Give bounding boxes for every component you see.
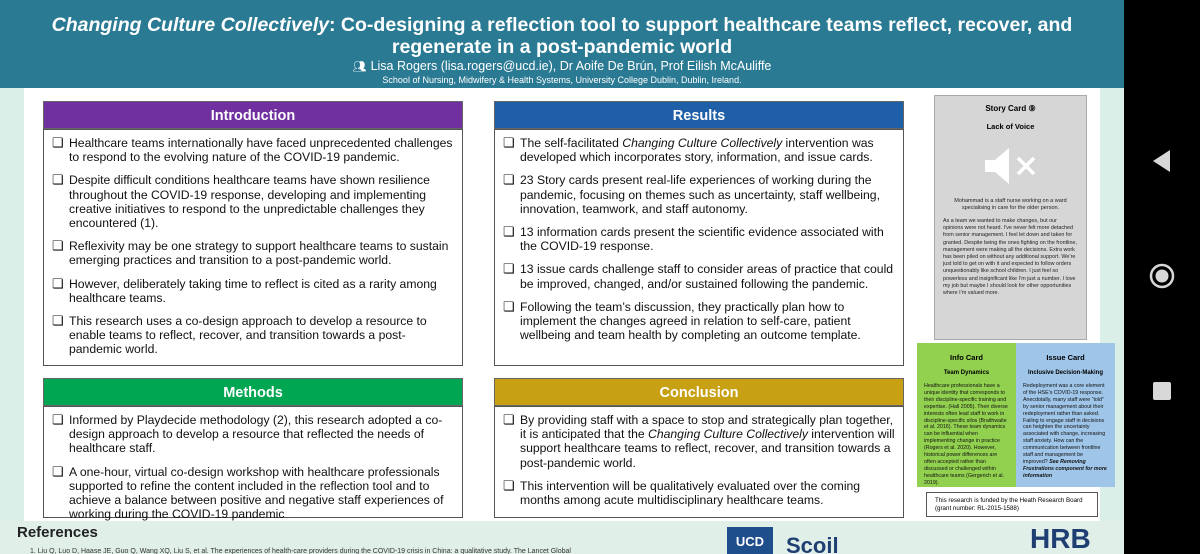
info-card [917,343,1016,487]
poster-title [10,14,1114,58]
author-list: Lisa Rogers (lisa.rogers@ucd.ie), Dr Aoife De Brún, Prof Eilish McAuliffe [370,59,772,73]
checkbox-icon: ❏ [52,275,64,291]
list-item-text: Healthcare teams internationally have faced unprecedented challenges to respond to the evolving nature of the COVID-19 pandemic. [69,136,453,165]
list-item-text: A one-hour, virtual co-design workshop with healthcare professionals supported to refine the content included in the reflection tool and to achieve a balance between positive and negative staff experiences of working during the COVID-19 pandemic [69,464,444,522]
list-item-text: This research uses a co-design approach to develop a resource to enable teams to reflect, recover, and transition towards a post-pandemic world. [69,314,427,357]
list-item-text: The self-facilitated Changing Culture Collectively intervention was developed which incorporates story, information, and issue cards. [520,136,874,165]
list-item-text: This intervention will be qualitatively evaluated over the coming months among acute multidisciplinary healthcare teams. [520,478,861,508]
list-item [52,413,456,456]
results-list [503,173,897,342]
info-card-subtitle: Team Dynamics [943,370,990,376]
poster-header [0,0,1124,88]
list-item-text: Following the team’s discussion, they practically plan how to implement the changes agreed in relation to self-care, patient wellbeing and team health by completing an outcome template. [520,299,861,343]
list-item-text: 13 information cards present the scientific evidence associated with the COVID-19 response. [520,225,884,254]
issue-card [1016,343,1115,487]
results-box [494,129,904,366]
issue-card-body: Redeployment was a core element of the HSE’s COVID-19 response. Anecdotally, many staff were “told” by senior management about their redeployment rather than asked. Failing to engage staff in decisions can heighten the uncertainty associated with change, increasing staff anxiety. How can the communication between frontline staff and management be improved? See Removing Frustrations component for more information [1023,383,1107,479]
list-item [52,314,456,357]
checkbox-icon: ❏ [503,477,515,493]
story-card [934,95,1087,340]
list-item-text: Informed by Playdecide methodology (2), this research adopted a co-design approach to develop a resource that reflected the needs of healthcare staff. [69,413,443,456]
muted-speaker-icon [935,145,1086,192]
list-item-text: By providing staff with a space to stop and strategically plan together, it is anticipated that the Changing Culture Collectively intervention will support healthcare teams to reflect, recover, and transition towards a post-pandemic world. [520,413,895,470]
references-text: 1. Liu Q, Luo D, Haase JE, Guo Q, Wang XQ, Liu S, et al. The experiences of health-care providers during the COVID-19 crisis in China: a qualitative study. The Lancet Global [30,548,571,554]
methods-box [43,406,463,522]
list-item [52,136,456,164]
title-italic: Changing Culture Collectively [51,14,330,36]
authors [0,59,1124,73]
conclusion-heading: Conclusion [494,378,904,406]
checkbox-icon: ❏ [52,172,64,188]
list-item-text: 23 Story cards present real-life experiences of working during the pandemic, focusing on themes such as uncertainty, staff wellbeing, innovation, teamwork, and staff autonomy. [520,173,880,216]
list-item [503,225,897,253]
back-icon[interactable] [1124,148,1200,179]
list-item [503,300,897,343]
recent-apps-icon[interactable] [1124,380,1200,407]
references-band [0,521,1124,554]
list-item [503,479,897,507]
ucd-logo: UCD [727,527,773,554]
introduction-list [52,136,456,357]
story-card-caption: Mohammad is a staff nurse working on a ward specialising in care for the older person. [954,198,1067,211]
hrb-logo: HRB [1030,523,1091,554]
checkbox-icon: ❏ [52,313,64,329]
school-logo: Scoil [786,533,839,554]
info-card-title: Info Card [950,353,983,362]
story-card-subtitle: Lack of Voice [986,122,1035,131]
list-item-text: Despite difficult conditions healthcare teams have shown resilience throughout the COVID-19 response, developing and implementing creative initiatives to respond to the unpredictable challenges they encountered (1). [69,173,430,231]
list-item-text: However, deliberately taking time to reflect is cited as a rarity among healthcare teams. [69,276,437,305]
list-item-text: 13 issue cards challenge staff to consider areas of practice that could be improved, changed, and/or sustained following the pandemic. [520,262,894,291]
list-item [52,173,456,230]
checkbox-icon: ❏ [503,224,515,240]
list-item-text: Reflexivity may be one strategy to support healthcare teams to sustain emerging practices and transition to a post-pandemic world. [69,239,449,268]
references-heading: References [17,524,98,541]
checkbox-icon: ❏ [503,412,515,427]
left-margin-band [0,88,24,521]
list-item [52,465,456,522]
affiliation: School of Nursing, Midwifery & Health Systems, University College Dublin, Dublin, Ireland. [382,75,742,85]
title-rest: : Co-designing a reflection tool to support healthcare teams reflect, recover, and regenerate in a post-pandemic world [329,14,1073,58]
issue-card-title: Issue Card [1046,353,1085,362]
navigation-rail [1124,0,1200,554]
story-card-title: Story Card ⑨ [985,104,1036,113]
story-card-body: As a team we wanted to make changes, but our opinions were not heard. I’ve never felt more detached from senior management. I feel let down and taken for granted. Despite being the ones fighting on the frontline, management were making all the decisions. Extra work has been piled on without any additional support. We’re just told to get on with it and expected to follow orders unquestionably like school children. I just feel so powerless and insignificant like I’m just a number. I love my job but maybe I should look for other opportunities where I’m valued more. [943,218,1077,297]
conclusion-box [494,406,904,518]
list-item [503,262,897,290]
people-icon: 👥︎ [352,61,367,73]
methods-list [52,413,456,521]
methods-heading: Methods [43,378,463,406]
checkbox-icon: ❏ [52,412,64,427]
results-heading: Results [494,101,904,129]
checkbox-icon: ❏ [52,463,64,479]
introduction-heading: Introduction [43,101,463,129]
home-icon[interactable] [1124,261,1200,296]
introduction-box [43,129,463,366]
funding-note: This research is funded by the Heath Research Board (grant number: RL-2015-1588) [926,492,1098,517]
info-card-body: Healthcare professionals have a unique identity that corresponds to their discipline-specific training and expertise. (Hall 2005). Their diverse interests often lead staff to work in discipline-specific silos (Braithwaite et al. 2016). These team dynamics can be influential when implementing change in practice (Rogers et al. 2020). However, historical power differences are often accepted rather than discussed or challenged within healthcare teams (Gergerich et al. 2019). [924,383,1008,486]
issue-card-subtitle: Inclusive Decision-Making [1027,370,1104,376]
list-item [52,239,456,267]
list-item [52,277,456,305]
list-item [503,136,897,164]
checkbox-icon: ❏ [503,135,515,150]
list-item [503,413,897,470]
list-item [503,173,897,216]
checkbox-icon: ❏ [503,261,515,277]
checkbox-icon: ❏ [503,172,515,188]
checkbox-icon: ❏ [503,298,515,314]
checkbox-icon: ❏ [52,135,64,150]
checkbox-icon: ❏ [52,238,64,254]
